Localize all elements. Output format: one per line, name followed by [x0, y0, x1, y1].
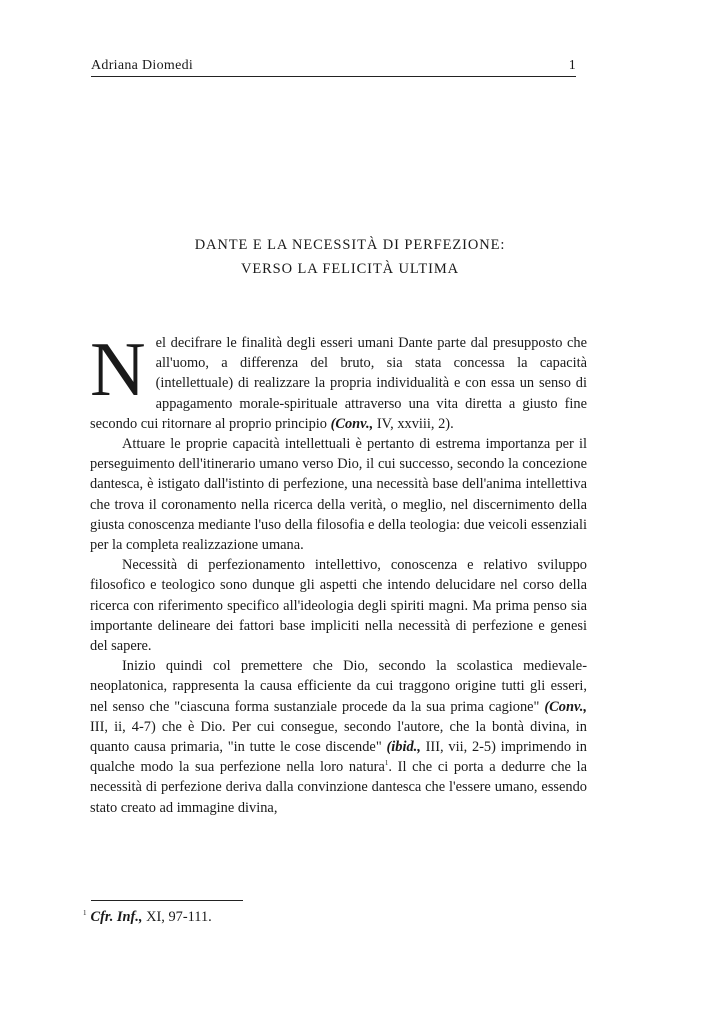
p4-citation-2: (ibid.,	[386, 739, 421, 756]
p4-text-d: . Il che ci porta a dedurre che la necessità di perfezione deriva dalla convinzione dantesca che l'essere umano, essendo stato creato ad immagine divina,	[90, 759, 587, 816]
page-number: 1	[568, 58, 576, 73]
header-rule	[91, 76, 576, 77]
drop-cap: N	[90, 326, 146, 412]
p1-citation: (Conv.,	[330, 415, 374, 432]
p4-citation-1: (Conv.,	[544, 698, 587, 715]
header-author: Adriana Diomedi	[91, 58, 194, 73]
footnote-text: XI, 97-111.	[142, 909, 212, 925]
p1-text-a: el decifrare le finalità degli esseri umani Dante parte dal presupposto che all'uomo, a differenza del bruto, sia stata concessa la capacità (intellettuale) di realizzare la propria individualità e con essa un senso di appagamento morale-spirituale attraverso una vita diretta a giusto fine secondo cui ritornare al proprio principio	[90, 335, 587, 432]
title-line-2: VERSO LA FELICITÀ ULTIMA	[240, 261, 460, 277]
p4-text-b: III, ii, 4-7) che è Dio. Per cui consegue, secondo l'autore, che la bontà divina, in quanto causa primaria, "in tutte le cose discende"	[90, 718, 587, 756]
title-line-1: DANTE E LA NECESSITÀ DI PERFEZIONE:	[194, 237, 506, 253]
paragraph-2: Attuare le proprie capacità intellettuali è pertanto di estrema importanza per il perseguimento dell'itinerario umano verso Dio, il cui successo, secondo la concezione dantesca, è istigato dall'istinto di perfezione, una necessità base dell'anima intellettiva che trova il coronamento nella ricerca della verità, o meglio, nel discernimento della giusta conoscenza mediante l'uso della filosofia e della teologia: due veicoli essenziali per la completa realizzazione umana.	[90, 436, 587, 554]
footnote-reference[interactable]: 1	[384, 759, 389, 768]
article-title	[100, 233, 600, 281]
paragraph-4	[90, 656, 587, 818]
p4-text-c: III, vii, 2-5) imprimendo in qualche modo la sua perfezione nella loro natura	[90, 739, 588, 776]
footnote-ref: Cfr. Inf.,	[90, 909, 143, 925]
p4-text-a: Inizio quindi col premettere che Dio, secondo la scolastica medievale-neoplatonica, rappresenta la causa efficiente da cui traggono origine tutti gli esseri, nel senso che "ciascuna forma sustanziale procede da la sua prima cagione"	[90, 658, 587, 715]
footnote-rule	[91, 900, 243, 901]
footnote	[83, 909, 583, 926]
paragraph-1	[90, 326, 587, 434]
footnote-mark: 1	[83, 909, 87, 918]
p1-text-b: IV, xxviii, 2).	[373, 415, 454, 432]
paragraph-3: Necessità di perfezionamento intellettivo, conoscenza e relativo sviluppo filosofico e teologico sono dunque gli aspetti che intendo delucidare nel corso della ricerca con riferimento specifico all'ideologia degli spiriti magni. Ma prima penso sia importante delineare dei fattori base impliciti nella necessità di perfezione e genesi del sapere.	[90, 557, 587, 655]
article-body	[90, 326, 588, 818]
